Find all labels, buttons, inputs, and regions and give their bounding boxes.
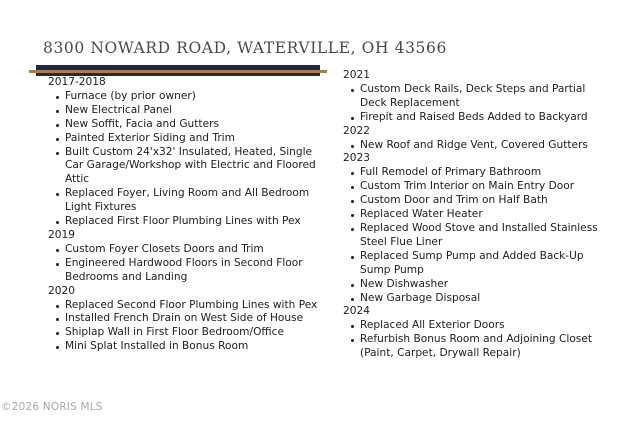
year-heading: 2023 — [343, 152, 370, 165]
list-item: Shiplap Wall in First Floor Bedroom/Office — [65, 326, 318, 340]
year-group — [48, 285, 318, 355]
year-group — [48, 76, 318, 229]
list-item: New Soffit, Facia and Gutters — [65, 118, 318, 132]
year-heading: 2022 — [343, 124, 370, 137]
list-item: Replaced Water Heater — [360, 208, 613, 222]
improvement-list — [343, 319, 613, 361]
improvement-list — [343, 166, 613, 305]
list-item: Replaced Sump Pump and Added Back-Up Sump Pump — [360, 250, 613, 278]
year-group — [343, 125, 613, 153]
list-item: Mini Splat Installed in Bonus Room — [65, 340, 318, 354]
list-item: Replaced Second Floor Plumbing Lines with Pex — [65, 298, 318, 311]
list-item: Custom Trim Interior on Main Entry Door — [360, 180, 613, 194]
list-item: Custom Door and Trim on Half Bath — [360, 194, 613, 208]
year-heading: 2017-2018 — [48, 76, 106, 88]
left-column — [48, 76, 318, 354]
right-column — [343, 69, 613, 361]
list-item: New Roof and Ridge Vent, Covered Gutters — [360, 139, 613, 153]
mls-watermark: ©2026 NORIS MLS — [1, 401, 103, 413]
list-item: Replaced First Floor Plumbing Lines with Pex — [65, 215, 318, 229]
year-group — [343, 305, 613, 361]
list-item: Replaced Foyer, Living Room and All Bedroom Light Fixtures — [65, 187, 318, 215]
list-item: New Electrical Panel — [65, 104, 318, 118]
improvement-list — [343, 139, 613, 153]
year-group — [48, 229, 318, 285]
year-heading: 2020 — [48, 284, 75, 297]
year-group — [343, 69, 613, 125]
list-item: New Dishwasher — [360, 278, 613, 292]
header-accent-line — [29, 70, 327, 73]
year-heading: 2019 — [48, 228, 75, 241]
list-item: Full Remodel of Primary Bathroom — [360, 166, 613, 180]
list-item: Painted Exterior Siding and Trim — [65, 132, 318, 146]
year-heading: 2021 — [343, 69, 370, 81]
list-item: Refurbish Bonus Room and Adjoining Closet (Paint, Carpet, Drywall Repair) — [360, 333, 613, 361]
improvement-list — [343, 83, 613, 125]
year-heading: 2024 — [343, 305, 370, 318]
list-item: Installed French Drain on West Side of House — [65, 312, 318, 326]
list-item: Custom Foyer Closets Doors and Trim — [65, 243, 318, 257]
year-group — [343, 152, 613, 305]
page-title: 8300 NOWARD ROAD, WATERVILLE, OH 43566 — [43, 39, 447, 57]
list-item: Furnace (by prior owner) — [65, 90, 318, 104]
improvement-list — [48, 90, 318, 229]
list-item: Built Custom 24'x32' Insulated, Heated, Single Car Garage/Workshop with Electric and Floored Attic — [65, 146, 318, 188]
list-item: Firepit and Raised Beds Added to Backyard — [360, 111, 613, 125]
improvement-list — [48, 243, 318, 285]
list-item: Replaced All Exterior Doors — [360, 319, 613, 333]
list-item: Custom Deck Rails, Deck Steps and Partial Deck Replacement — [360, 83, 613, 111]
improvement-list — [48, 299, 318, 355]
list-item: Replaced Wood Stove and Installed Stainless Steel Flue Liner — [360, 222, 613, 250]
list-item: New Garbage Disposal — [360, 292, 613, 306]
list-item: Engineered Hardwood Floors in Second Floor Bedrooms and Landing — [65, 257, 318, 285]
